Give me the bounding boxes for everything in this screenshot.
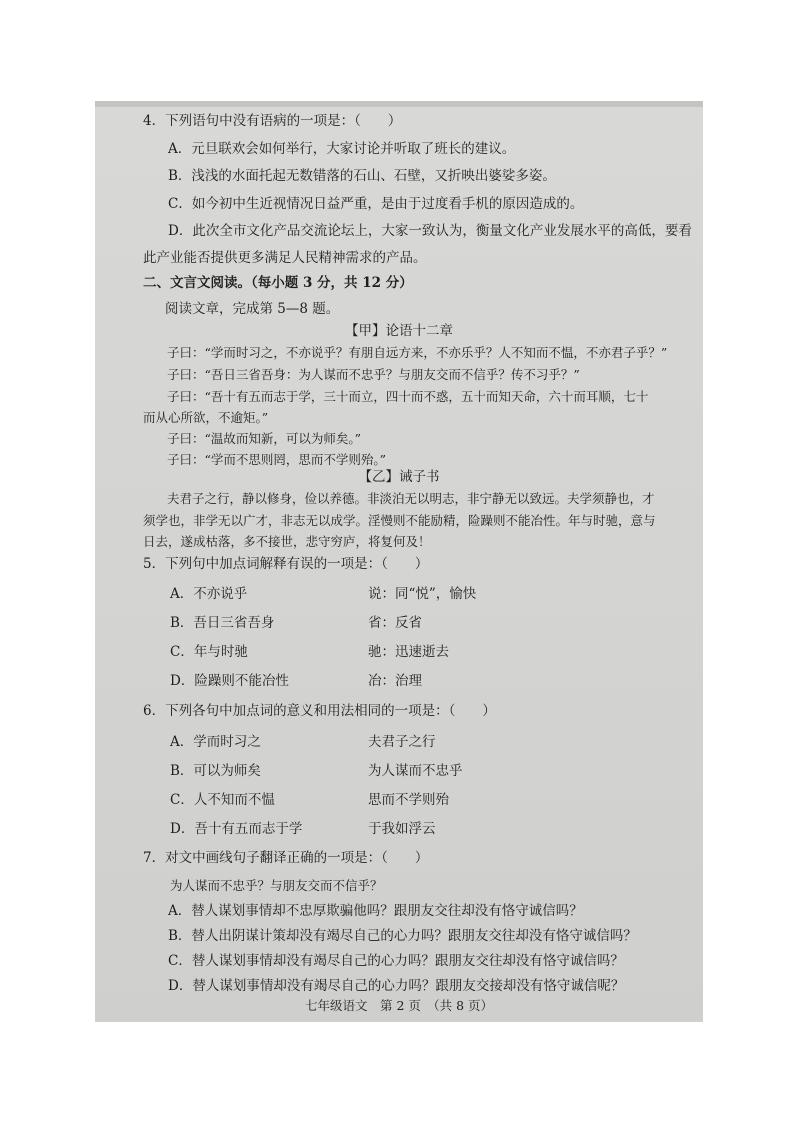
question-6-option-d-left: D．吾十有五而志于学 xyxy=(170,821,303,837)
question-5-option-a-sentence: A．不亦说乎 xyxy=(170,586,248,602)
page-footer: 七年级语文 第 2 页 （共 8 页） xyxy=(304,998,494,1013)
passage-jia-line-5: 子曰：“学而不思则罔，思而不学则殆。” xyxy=(167,452,387,467)
question-6-stem: 6．下列各句中加点词的意义和用法相同的一项是：（ ） xyxy=(143,703,496,719)
question-6-option-a-right: 夫君子之行 xyxy=(368,734,436,750)
question-5-option-b-sentence: B．吾日三省吾身 xyxy=(170,615,275,631)
question-5-option-a-gloss: 说：同“悦”，愉快 xyxy=(368,586,477,602)
passage-jia-line-2: 子曰：“吾日三省吾身：为人谋而不忠乎？与朋友交而不信乎？传不习乎？” xyxy=(167,367,580,382)
question-4-option-d: D．此次全市文化产品交流论坛上，大家一致认为，衡量文化产业发展水平的高低，要看 xyxy=(168,223,692,239)
section-2-instruction: 阅读文章，完成第 5—8 题。 xyxy=(165,301,340,317)
section-2-title: 二、文言文阅读。（每小题 3 分，共 12 分） xyxy=(143,275,413,291)
question-5-option-d-gloss: 冶：治理 xyxy=(368,673,422,689)
question-4-stem: 4．下列语句中没有语病的一项是：（ ） xyxy=(143,113,402,129)
question-6-option-b-right: 为人谋而不忠乎 xyxy=(368,763,463,779)
question-7-option-c: C．替人谋划事情却没有竭尽自己的心力吗？跟朋友交往却没有恪守诚信吗？ xyxy=(168,953,624,969)
question-5-stem: 5．下列句中加点词解释有误的一项是：（ ） xyxy=(143,556,429,572)
passage-jia-line-3-continued: 而从心所欲，不逾矩。” xyxy=(143,410,269,425)
passage-jia-line-3: 子曰：“吾十有五而志于学，三十而立，四十而不惑，五十而知天命，六十而耳顺，七十 xyxy=(167,389,649,404)
question-7-option-d: D．替人谋划事情却没有竭尽自己的心力吗？跟朋友交接却没有恪守诚信呢？ xyxy=(168,978,625,994)
question-6-option-b-left: B．可以为师矣 xyxy=(170,763,261,779)
question-4-option-b: B．浅浅的水面托起无数错落的石山、石壁，又折映出婆娑多姿。 xyxy=(168,168,556,184)
paper-top-edge xyxy=(95,101,703,107)
question-6-option-c-left: C．人不知而不愠 xyxy=(170,792,275,808)
question-5-option-c-gloss: 驰：迅速逝去 xyxy=(368,644,449,660)
passage-jia-line-1: 子曰：“学而时习之，不亦说乎？有朋自远方来，不亦乐乎？人不知而不愠，不亦君子乎？” xyxy=(167,345,668,360)
passage-jia-line-4: 子曰：“温故而知新，可以为师矣。” xyxy=(167,431,362,446)
passage-yi-line-3: 日去，遂成枯落，多不接世，悲守穷庐，将复何及！ xyxy=(143,534,431,549)
question-7-option-b: B．替人出阴谋计策却没有竭尽自己的心力吗？跟朋友交往却没有恪守诚信吗？ xyxy=(168,928,637,944)
passage-yi-line-2: 须学也，非学无以广才，非志无以成学。淫慢则不能励精，险躁则不能冶性。年与时驰，意与 xyxy=(143,513,656,528)
passage-yi-title: 【乙】诫子书 xyxy=(358,469,440,485)
question-5-option-d-sentence: D．险躁则不能冶性 xyxy=(170,673,289,689)
passage-yi-line-1: 夫君子之行，静以修身，俭以养德。非淡泊无以明志，非宁静无以致远。夫学须静也，才 xyxy=(167,491,655,506)
question-4-option-a: A．元旦联欢会如何举行，大家讨论并听取了班长的建议。 xyxy=(168,141,516,157)
question-6-option-c-right: 思而不学则殆 xyxy=(368,792,449,808)
question-6-option-d-right: 于我如浮云 xyxy=(368,821,436,837)
question-7-quoted-sentence: 为人谋而不忠乎？与朋友交而不信乎？ xyxy=(170,878,383,893)
question-6-option-a-left: A．学而时习之 xyxy=(170,734,261,750)
question-5-option-b-gloss: 省：反省 xyxy=(368,615,422,631)
question-7-stem: 7．对文中画线句子翻译正确的一项是：（ ） xyxy=(143,850,429,866)
passage-jia-title: 【甲】论语十二章 xyxy=(345,323,453,339)
question-7-option-a: A．替人谋划事情却不忠厚欺骗他吗？跟朋友交往却没有恪守诚信吗？ xyxy=(168,903,583,919)
question-5-option-c-sentence: C．年与时驰 xyxy=(170,644,248,660)
question-4-option-d-continued: 此产业能否提供更多满足人民精神需求的产品。 xyxy=(143,250,427,266)
question-4-option-c: C．如今初中生近视情况日益严重，是由于过度看手机的原因造成的。 xyxy=(168,196,584,212)
